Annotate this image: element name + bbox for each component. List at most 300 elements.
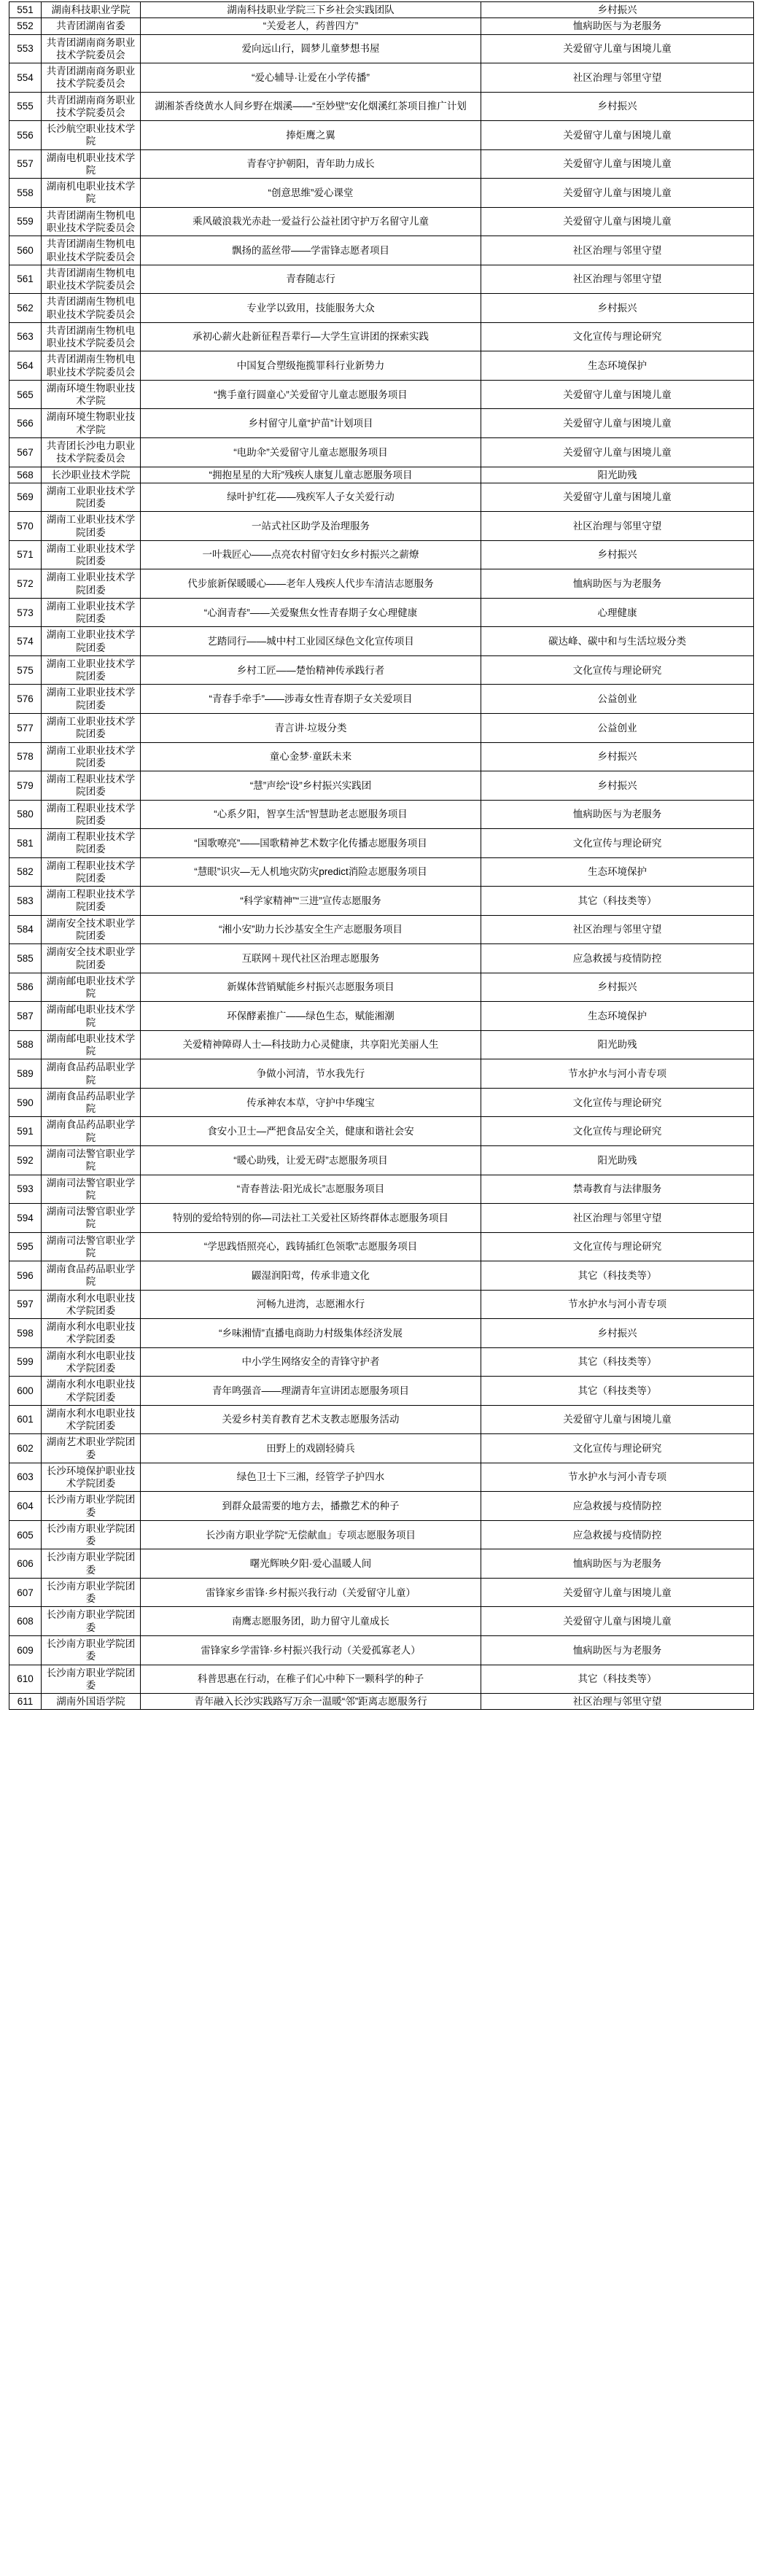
cell-no: 590 (9, 1088, 42, 1117)
table-row (9, 483, 754, 512)
cell-project-name: “慧眼”识灾—无人机地灾防灾predict消险志愿服务项目 (141, 857, 481, 887)
cell-organization: 长沙航空职业技术学院 (42, 121, 141, 150)
table-row (9, 771, 754, 801)
cell-project-name: 雷锋家乡雷锋·乡村振兴我行动（关爱留守儿童） (141, 1578, 481, 1607)
cell-category: 乡村振兴 (481, 92, 754, 121)
cell-organization: 湖南工业职业技术学院团委 (42, 483, 141, 512)
cell-no: 553 (9, 34, 42, 63)
cell-organization: 长沙南方职业学院团委 (42, 1492, 141, 1521)
cell-category: 其它（科技类等） (481, 887, 754, 916)
cell-project-name: “国歌嘹亮”——国歌精神艺术数字化传播志愿服务项目 (141, 829, 481, 858)
table-row (9, 1520, 754, 1549)
cell-category: 社区治理与邻里守望 (481, 63, 754, 93)
cell-no: 585 (9, 944, 42, 973)
cell-project-name: 中小学生网络安全的青锋守护者 (141, 1347, 481, 1377)
cell-project-name: 青言讲·垃圾分类 (141, 714, 481, 743)
cell-organization: 共青团湖南生物机电职业技术学院委员会 (42, 294, 141, 323)
table-row (9, 512, 754, 541)
cell-organization: 湖南食品药品职业学院 (42, 1088, 141, 1117)
cell-project-name: 关爱乡村美育教育艺术支教志愿服务活动 (141, 1405, 481, 1434)
table-row (9, 1145, 754, 1175)
cell-project-name: “创意思维”爱心课堂 (141, 179, 481, 208)
cell-category: 文化宣传与理论研究 (481, 829, 754, 858)
cell-no: 604 (9, 1492, 42, 1521)
cell-project-name: 飘扬的蓝丝带——学雷锋志愿者项目 (141, 236, 481, 265)
cell-organization: 长沙职业技术学院 (42, 467, 141, 483)
cell-project-name: “青春普法·阳光成长”志愿服务项目 (141, 1175, 481, 1204)
cell-organization: 湖南工业职业技术学院团委 (42, 512, 141, 541)
cell-category: 社区治理与邻里守望 (481, 1204, 754, 1233)
table-row (9, 887, 754, 916)
cell-category: 节水护水与河小青专项 (481, 1290, 754, 1319)
cell-no: 599 (9, 1347, 42, 1377)
cell-no: 593 (9, 1175, 42, 1204)
cell-organization: 湖南工程职业技术学院团委 (42, 887, 141, 916)
cell-organization: 湖南艺术职业学院团委 (42, 1434, 141, 1463)
cell-category: 文化宣传与理论研究 (481, 655, 754, 685)
cell-no: 588 (9, 1030, 42, 1059)
cell-organization: 湖南邮电职业技术学院 (42, 1030, 141, 1059)
cell-project-name: 特别的爱给特别的你—司法社工关爱社区矫终群体志愿服务项目 (141, 1204, 481, 1233)
cell-no: 556 (9, 121, 42, 150)
cell-category: 关爱留守儿童与困境儿童 (481, 483, 754, 512)
cell-organization: 湖南工程职业技术学院团委 (42, 829, 141, 858)
cell-project-name: 一站式社区助学及治理服务 (141, 512, 481, 541)
table-row (9, 655, 754, 685)
cell-no: 561 (9, 265, 42, 294)
cell-organization: 湖南水利水电职业技术学院团委 (42, 1290, 141, 1319)
cell-category: 文化宣传与理论研究 (481, 1232, 754, 1261)
cell-category: 阳光助残 (481, 1030, 754, 1059)
cell-organization: 共青团湖南商务职业技术学院委员会 (42, 63, 141, 93)
table-row (9, 437, 754, 467)
cell-project-name: 一叶栽匠心——点亮农村留守妇女乡村振兴之薪燎 (141, 540, 481, 569)
cell-no: 577 (9, 714, 42, 743)
table-row (9, 1405, 754, 1434)
cell-project-name: 捧炬鹰之翼 (141, 121, 481, 150)
cell-organization: 湖南水利水电职业技术学院团委 (42, 1377, 141, 1406)
cell-no: 583 (9, 887, 42, 916)
table-row (9, 2, 754, 18)
cell-organization: 共青团长沙电力职业技术学院委员会 (42, 437, 141, 467)
cell-organization: 长沙南方职业学院团委 (42, 1520, 141, 1549)
table-row (9, 1665, 754, 1694)
table-row (9, 1261, 754, 1291)
cell-category: 社区治理与邻里守望 (481, 236, 754, 265)
cell-organization: 湖南工业职业技术学院团委 (42, 742, 141, 771)
cell-no: 560 (9, 236, 42, 265)
cell-category: 关爱留守儿童与困境儿童 (481, 121, 754, 150)
cell-project-name: 青年鸣强音——理湖青年宣讲团志愿服务项目 (141, 1377, 481, 1406)
cell-no: 597 (9, 1290, 42, 1319)
cell-organization: 湖南科技职业学院 (42, 2, 141, 18)
cell-project-name: 南鹰志愿服务团，助力留守儿童成长 (141, 1607, 481, 1636)
cell-no: 605 (9, 1520, 42, 1549)
table-row (9, 800, 754, 829)
cell-category: 其它（科技类等） (481, 1347, 754, 1377)
cell-organization: 湖南食品药品职业学院 (42, 1261, 141, 1291)
cell-project-name: 长沙南方职业学院“无偿献血」专项志愿服务项目 (141, 1520, 481, 1549)
table-row (9, 1607, 754, 1636)
table-row (9, 857, 754, 887)
cell-organization: 湖南工业职业技术学院团委 (42, 627, 141, 656)
cell-organization: 湖南食品药品职业学院 (42, 1059, 141, 1089)
table-row (9, 598, 754, 627)
table-row (9, 1578, 754, 1607)
cell-category: 关爱留守儿童与困境儿童 (481, 207, 754, 236)
table-row (9, 1059, 754, 1089)
table-row (9, 322, 754, 351)
table-row (9, 1117, 754, 1146)
cell-project-name: “学思践悟照亮心，践铸插红色领歌”志愿服务项目 (141, 1232, 481, 1261)
cell-no: 606 (9, 1549, 42, 1579)
cell-project-name: 中国复合塑级拖揽罪科行业新势力 (141, 351, 481, 381)
cell-no: 607 (9, 1578, 42, 1607)
cell-project-name: 湖南科技职业学院三下乡社会实践团队 (141, 2, 481, 18)
cell-organization: 湖南司法警官职业学院 (42, 1232, 141, 1261)
cell-project-name: “科学家精神”“三进”宣传志愿服务 (141, 887, 481, 916)
cell-project-name: 青春随志行 (141, 265, 481, 294)
table-row (9, 829, 754, 858)
table-row (9, 1636, 754, 1665)
table-row (9, 1175, 754, 1204)
cell-organization: 共青团湖南生物机电职业技术学院委员会 (42, 265, 141, 294)
cell-no: 555 (9, 92, 42, 121)
cell-organization: 湖南水利水电职业技术学院团委 (42, 1405, 141, 1434)
cell-no: 566 (9, 409, 42, 438)
cell-project-name: 河畅九进湾，志愿湘水行 (141, 1290, 481, 1319)
cell-category: 乡村振兴 (481, 2, 754, 18)
cell-no: 584 (9, 915, 42, 944)
table-row (9, 1434, 754, 1463)
cell-no: 611 (9, 1694, 42, 1710)
cell-project-name: “慧”声绘“设”乡村振兴实践团 (141, 771, 481, 801)
cell-category: 乡村振兴 (481, 1319, 754, 1348)
cell-no: 609 (9, 1636, 42, 1665)
cell-category: 文化宣传与理论研究 (481, 322, 754, 351)
cell-organization: 湖南司法警官职业学院 (42, 1204, 141, 1233)
cell-organization: 长沙南方职业学院团委 (42, 1578, 141, 1607)
cell-category: 关爱留守儿童与困境儿童 (481, 1578, 754, 1607)
cell-project-name: 鼹湿润阳莺，传承非遗文化 (141, 1261, 481, 1291)
table-row (9, 1549, 754, 1579)
cell-no: 563 (9, 322, 42, 351)
cell-project-name: “心润青春”——关爱聚焦女性青春期子女心理健康 (141, 598, 481, 627)
table-row (9, 944, 754, 973)
cell-project-name: 乡村留守儿童“护苗”计划项目 (141, 409, 481, 438)
table-row (9, 1377, 754, 1406)
cell-project-name: “湘小安”助力长沙基安全生产志愿服务项目 (141, 915, 481, 944)
cell-no: 594 (9, 1204, 42, 1233)
cell-no: 552 (9, 18, 42, 34)
cell-project-name: 承初心薪火赴新征程吾辈行—大学生宣讲团的探索实践 (141, 322, 481, 351)
cell-project-name: 环保酵素推广——绿色生态，赋能湘潮 (141, 1002, 481, 1031)
cell-no: 589 (9, 1059, 42, 1089)
cell-organization: 湖南工业职业技术学院团委 (42, 655, 141, 685)
cell-organization: 湖南工业职业技术学院团委 (42, 598, 141, 627)
cell-no: 570 (9, 512, 42, 541)
cell-no: 572 (9, 569, 42, 599)
cell-no: 575 (9, 655, 42, 685)
cell-project-name: 雷锋家乡学雷锋·乡村振兴我行动（关爱孤寡老人） (141, 1636, 481, 1665)
cell-project-name: 代步旅新保暖暖心——老年人残疾人代步车清洁志愿服务 (141, 569, 481, 599)
cell-project-name: 关爱精神障碍人士—科技助力心灵健康，共享阳光美丽人生 (141, 1030, 481, 1059)
cell-category: 乡村振兴 (481, 294, 754, 323)
table-row (9, 1694, 754, 1710)
cell-organization: 湖南邮电职业技术学院 (42, 973, 141, 1002)
table-row (9, 236, 754, 265)
cell-no: 551 (9, 2, 42, 18)
cell-organization: 湖南工业职业技术学院团委 (42, 540, 141, 569)
cell-category: 阳光助残 (481, 1145, 754, 1175)
cell-organization: 湖南邮电职业技术学院 (42, 1002, 141, 1031)
cell-project-name: 爱向远山行，圆梦儿童梦想书屋 (141, 34, 481, 63)
cell-project-name: “电助伞”关爱留守儿童志愿服务项目 (141, 437, 481, 467)
cell-category: 碳达峰、碳中和与生活垃圾分类 (481, 627, 754, 656)
cell-category: 社区治理与邻里守望 (481, 512, 754, 541)
table-row (9, 1319, 754, 1348)
cell-category: 公益创业 (481, 685, 754, 714)
table-row (9, 34, 754, 63)
cell-category: 关爱留守儿童与困境儿童 (481, 437, 754, 467)
table-row (9, 1290, 754, 1319)
cell-category: 生态环境保护 (481, 1002, 754, 1031)
cell-organization: 湖南工业职业技术学院团委 (42, 714, 141, 743)
cell-category: 心理健康 (481, 598, 754, 627)
cell-category: 关爱留守儿童与困境儿童 (481, 149, 754, 179)
cell-project-name: “关爱老人，药普四方” (141, 18, 481, 34)
cell-organization: 湖南工程职业技术学院团委 (42, 857, 141, 887)
cell-no: 557 (9, 149, 42, 179)
table-row (9, 467, 754, 483)
cell-organization: 长沙环境保护职业技术学院团委 (42, 1463, 141, 1492)
table-row (9, 1232, 754, 1261)
cell-category: 恤病助医与为老服务 (481, 1549, 754, 1579)
cell-no: 601 (9, 1405, 42, 1434)
cell-category: 文化宣传与理论研究 (481, 1117, 754, 1146)
cell-no: 587 (9, 1002, 42, 1031)
cell-project-name: 绿叶护红花——残疾军人子女关爱行动 (141, 483, 481, 512)
cell-category: 乡村振兴 (481, 742, 754, 771)
cell-organization: 湖南安全技术职业学院团委 (42, 944, 141, 973)
table-row (9, 1463, 754, 1492)
cell-no: 582 (9, 857, 42, 887)
cell-organization: 湖南工业职业技术学院团委 (42, 569, 141, 599)
cell-category: 应急救援与疫情防控 (481, 1492, 754, 1521)
cell-category: 生态环境保护 (481, 351, 754, 381)
cell-project-name: 乡村工匠——楚怡精神传承践行者 (141, 655, 481, 685)
cell-no: 578 (9, 742, 42, 771)
cell-category: 关爱留守儿童与困境儿童 (481, 409, 754, 438)
table-row (9, 351, 754, 381)
cell-no: 559 (9, 207, 42, 236)
table-row (9, 149, 754, 179)
cell-no: 574 (9, 627, 42, 656)
cell-organization: 湖南司法警官职业学院 (42, 1175, 141, 1204)
cell-organization: 湖南环境生物职业技术学院 (42, 409, 141, 438)
cell-category: 社区治理与邻里守望 (481, 265, 754, 294)
table-row (9, 92, 754, 121)
cell-project-name: 食安小卫士—严把食品安全关，健康和谐社会安 (141, 1117, 481, 1146)
cell-organization: 湖南外国语学院 (42, 1694, 141, 1710)
cell-category: 禁毒教育与法律服务 (481, 1175, 754, 1204)
cell-category: 关爱留守儿童与困境儿童 (481, 1607, 754, 1636)
cell-category: 其它（科技类等） (481, 1377, 754, 1406)
table-row (9, 569, 754, 599)
cell-project-name: “拥抱星星的大珩”残疾人康复儿童志愿服务项目 (141, 467, 481, 483)
cell-category: 恤病助医与为老服务 (481, 18, 754, 34)
cell-no: 598 (9, 1319, 42, 1348)
cell-organization: 共青团湖南省委 (42, 18, 141, 34)
cell-category: 公益创业 (481, 714, 754, 743)
cell-category: 文化宣传与理论研究 (481, 1434, 754, 1463)
cell-organization: 湖南环境生物职业技术学院 (42, 380, 141, 409)
table-row (9, 973, 754, 1002)
cell-category: 社区治理与邻里守望 (481, 915, 754, 944)
cell-project-name: 青春守护朝阳，青年助力成长 (141, 149, 481, 179)
cell-category: 文化宣传与理论研究 (481, 1088, 754, 1117)
cell-project-name: “乡味湘情”直播电商助力村级集体经济发展 (141, 1319, 481, 1348)
cell-no: 592 (9, 1145, 42, 1175)
cell-category: 关爱留守儿童与困境儿童 (481, 179, 754, 208)
cell-project-name: “暖心助残，让爱无碍”志愿服务项目 (141, 1145, 481, 1175)
cell-category: 社区治理与邻里守望 (481, 1694, 754, 1710)
cell-category: 恤病助医与为老服务 (481, 1636, 754, 1665)
project-registry-table (9, 1, 754, 1710)
table-row (9, 1204, 754, 1233)
cell-category: 关爱留守儿童与困境儿童 (481, 1405, 754, 1434)
cell-no: 610 (9, 1665, 42, 1694)
cell-no: 554 (9, 63, 42, 93)
cell-no: 569 (9, 483, 42, 512)
cell-category: 恤病助医与为老服务 (481, 800, 754, 829)
table-row (9, 1002, 754, 1031)
cell-project-name: 传承神农本草，守护中华瑰宝 (141, 1088, 481, 1117)
table-row (9, 409, 754, 438)
cell-no: 580 (9, 800, 42, 829)
table-row (9, 714, 754, 743)
cell-category: 乡村振兴 (481, 540, 754, 569)
cell-project-name: 到群众最需要的地方去，播撒艺术的种子 (141, 1492, 481, 1521)
cell-category: 阳光助残 (481, 467, 754, 483)
table-row (9, 179, 754, 208)
cell-no: 564 (9, 351, 42, 381)
cell-category: 乡村振兴 (481, 973, 754, 1002)
cell-no: 591 (9, 1117, 42, 1146)
table-row (9, 121, 754, 150)
cell-project-name: “携手童行圆童心”关爱留守儿童志愿服务项目 (141, 380, 481, 409)
cell-no: 579 (9, 771, 42, 801)
table-row (9, 1347, 754, 1377)
cell-project-name: “心系夕阳，智享生活”智慧助老志愿服务项目 (141, 800, 481, 829)
cell-project-name: 科普思惠在行动，在稚子们心中种下一颗科学的种子 (141, 1665, 481, 1694)
cell-organization: 湖南水利水电职业技术学院团委 (42, 1347, 141, 1377)
cell-category: 应急救援与疫情防控 (481, 1520, 754, 1549)
table-row (9, 1088, 754, 1117)
cell-no: 600 (9, 1377, 42, 1406)
cell-organization: 共青团湖南商务职业技术学院委员会 (42, 34, 141, 63)
cell-project-name: 艺踏同行——城中村工业园区绿色文化宣传项目 (141, 627, 481, 656)
cell-no: 595 (9, 1232, 42, 1261)
table-body (9, 2, 754, 1710)
cell-category: 节水护水与河小青专项 (481, 1059, 754, 1089)
cell-organization: 长沙南方职业学院团委 (42, 1549, 141, 1579)
cell-project-name: 绿色卫士下三湘，经管学子护四水 (141, 1463, 481, 1492)
cell-organization: 湖南工业职业技术学院团委 (42, 685, 141, 714)
table-row (9, 294, 754, 323)
table-row (9, 627, 754, 656)
table-row (9, 1492, 754, 1521)
cell-category: 应急救援与疫情防控 (481, 944, 754, 973)
cell-project-name: 乘风破浪栽光赤赴一爱益行公益社团守护万名留守儿童 (141, 207, 481, 236)
cell-organization: 长沙南方职业学院团委 (42, 1636, 141, 1665)
cell-no: 562 (9, 294, 42, 323)
table-row (9, 915, 754, 944)
cell-organization: 湖南机电职业技术学院 (42, 179, 141, 208)
cell-project-name: 争做小河清，节水我先行 (141, 1059, 481, 1089)
table-row (9, 265, 754, 294)
table-row (9, 207, 754, 236)
cell-organization: 共青团湖南商务职业技术学院委员会 (42, 92, 141, 121)
table-row (9, 63, 754, 93)
cell-organization: 湖南司法警官职业学院 (42, 1145, 141, 1175)
table-row (9, 540, 754, 569)
cell-organization: 共青团湖南生物机电职业技术学院委员会 (42, 351, 141, 381)
document-page (0, 1, 762, 1710)
cell-category: 其它（科技类等） (481, 1261, 754, 1291)
cell-no: 608 (9, 1607, 42, 1636)
cell-project-name: “爱心辅导·让爱在小学传播” (141, 63, 481, 93)
cell-project-name: 青年融入长沙实践路写万余一温暖“邻”距离志愿服务行 (141, 1694, 481, 1710)
cell-no: 565 (9, 380, 42, 409)
cell-category: 节水护水与河小青专项 (481, 1463, 754, 1492)
cell-no: 571 (9, 540, 42, 569)
cell-organization: 共青团湖南生物机电职业技术学院委员会 (42, 207, 141, 236)
cell-category: 关爱留守儿童与困境儿童 (481, 34, 754, 63)
cell-project-name: 曙光辉映夕阳·爱心温暖人间 (141, 1549, 481, 1579)
cell-no: 581 (9, 829, 42, 858)
cell-no: 573 (9, 598, 42, 627)
cell-organization: 湖南安全技术职业学院团委 (42, 915, 141, 944)
cell-category: 恤病助医与为老服务 (481, 569, 754, 599)
cell-organization: 湖南食品药品职业学院 (42, 1117, 141, 1146)
cell-organization: 湖南工程职业技术学院团委 (42, 771, 141, 801)
cell-organization: 共青团湖南生物机电职业技术学院委员会 (42, 236, 141, 265)
cell-no: 567 (9, 437, 42, 467)
cell-organization: 长沙南方职业学院团委 (42, 1607, 141, 1636)
cell-no: 558 (9, 179, 42, 208)
cell-no: 586 (9, 973, 42, 1002)
cell-no: 602 (9, 1434, 42, 1463)
cell-organization: 湖南电机职业技术学院 (42, 149, 141, 179)
cell-project-name: 互联网＋现代社区治理志愿服务 (141, 944, 481, 973)
table-row (9, 380, 754, 409)
cell-project-name: “青春手牵手”——涉毒女性青春期子女关爱项目 (141, 685, 481, 714)
table-row (9, 1030, 754, 1059)
cell-no: 603 (9, 1463, 42, 1492)
cell-project-name: 湖湘茶香绕黄水人间乡野在烟溪——“至妙壁”安化烟溪红茶项目推广计划 (141, 92, 481, 121)
cell-organization: 共青团湖南生物机电职业技术学院委员会 (42, 322, 141, 351)
table-row (9, 742, 754, 771)
cell-category: 生态环境保护 (481, 857, 754, 887)
cell-no: 596 (9, 1261, 42, 1291)
cell-project-name: 新媒体营销赋能乡村振兴志愿服务项目 (141, 973, 481, 1002)
cell-no: 568 (9, 467, 42, 483)
cell-category: 关爱留守儿童与困境儿童 (481, 380, 754, 409)
table-row (9, 685, 754, 714)
table-row (9, 18, 754, 34)
cell-no: 576 (9, 685, 42, 714)
